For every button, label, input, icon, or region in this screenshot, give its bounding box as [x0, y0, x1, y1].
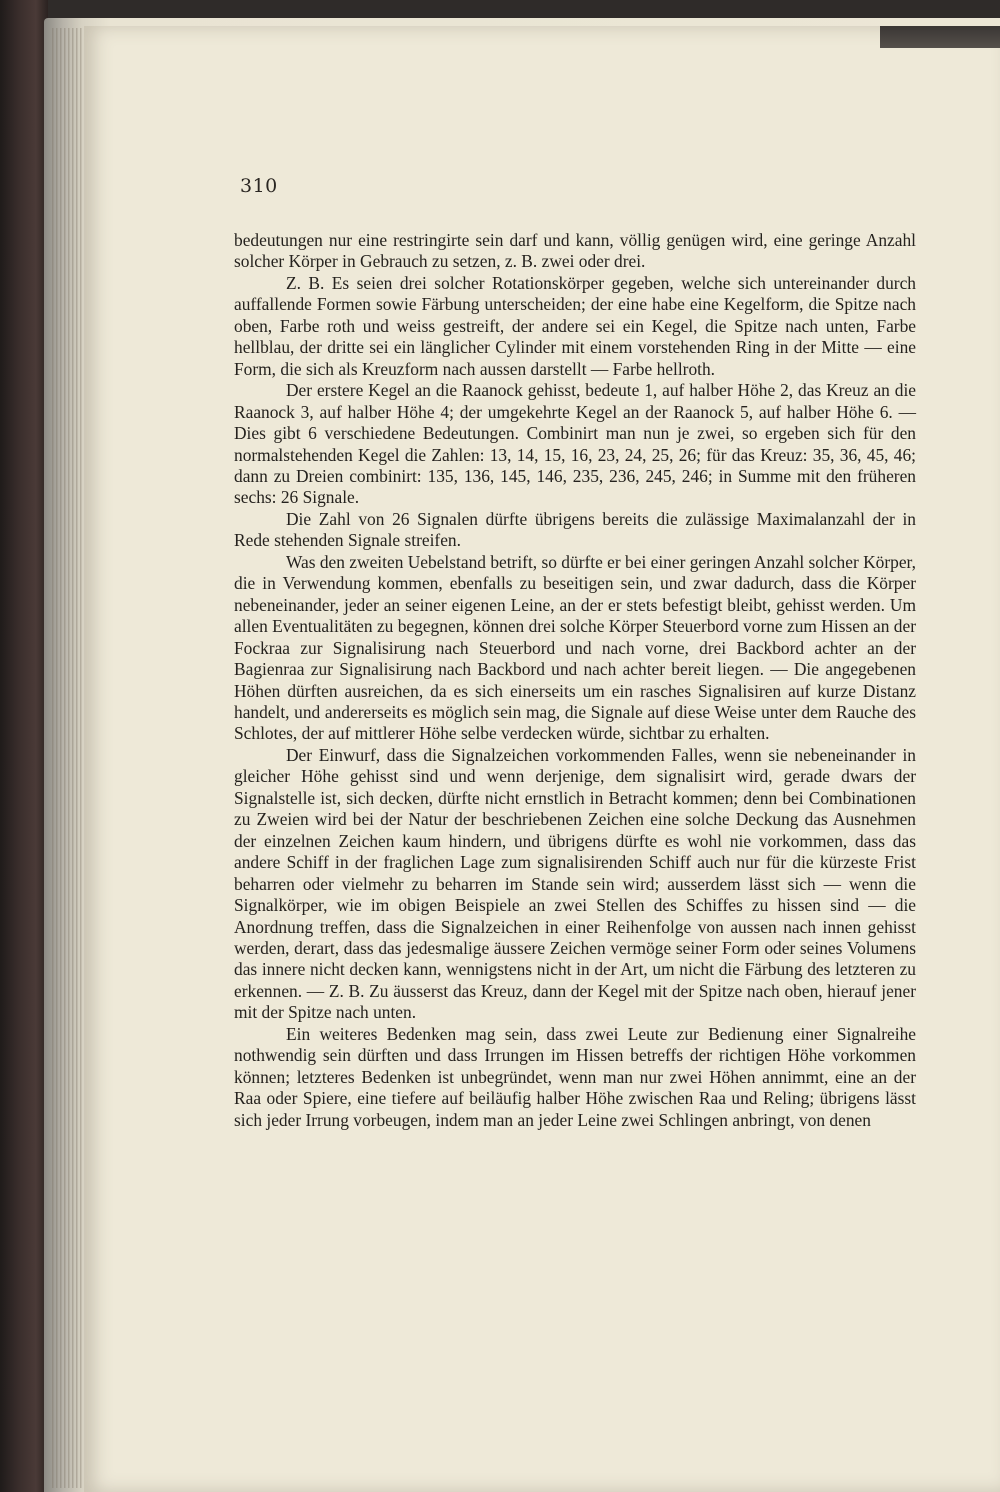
paragraph: Der erstere Kegel an die Raanock gehisst, bedeute 1, auf halber Höhe 2, das Kreuz an die Raanock 3, auf halber Höhe 4; der umgekehrte Kegel an der Raanock 5, auf halber Höhe 6. — Dies gibt 6 verschiedene Bedeutungen. Combinirt man nun je zwei, so ergeben sich für den normalstehenden Kegel die Zahlen: 13, 14, 15, 16, 23, 24, 25, 26; für das Kreuz: 35, 36, 45, 46; dann zu Dreien combinirt: 135, 136, 145, 146, 235, 236, 245, 246; in Summe mit den früheren sechs: 26 Signale. [234, 380, 916, 508]
paragraph: Ein weiteres Bedenken mag sein, dass zwei Leute zur Bedienung einer Signalreihe nothwendig sein dürften und dass Irrungen im Hissen betreffs der richtigen Höhe vorkommen können; letzteres Bedenken ist unbegründet, wenn man nur zwei Höhen annimmt, eine an der Raa oder Spiere, eine tiefere auf beiläufig halber Höhe zwischen Raa und Reling; übrigens lässt sich jeder Irrung vorbeugen, indem man an jeder Leine zwei Schlingen anbringt, von denen [234, 1023, 916, 1130]
paragraph: Was den zweiten Uebelstand betrift, so dürfte er bei einer geringen Anzahl solcher Körper, die in Verwendung kommen, ebenfalls zu beseitigen sein, und zwar dadurch, dass die Körper nebeneinander, jeder an seiner eigenen Leine, an der er stets befestigt bleibt, gehisst werden. Um allen Eventualitäten zu begegnen, können drei solche Körper Steuerbord vorne zum Hissen an der Fockraa zur Signalisirung nach Steuerbord und nach vorne, drei Backbord achter an der Bagienraa zur Signalisirung nach Backbord und nach achter bereit liegen. — Die angegebenen Höhen dürften ausreichen, da es sich einerseits um ein rasches Signalisiren auf kurze Distanz handelt, und andererseits es möglich sein mag, die Signale auf diese Weise unter dem Rauche des Schlotes, der auf mittlerer Höhe selbe verdecken würde, sichtbar zu erhalten. [234, 551, 917, 744]
paragraph: Der Einwurf, dass die Signalzeichen vorkommenden Falles, wenn sie nebeneinander in gleicher Höhe gehisst sind und wenn derjenige, dem signalisirt wird, gerade dwars der Signalstelle ist, sich decken, dürfte nicht ernstlich in Betracht kommen; denn bei Combinationen zu Zweien wird bei der Natur der beschriebenen Zeichen eine solche Deckung das Ausnehmen der einzelnen Zeichen kaum hindern, und übrigens dürfte es wohl nie vorkommen, dass das andere Schiff in der fraglichen Lage zum signalisirenden Schiff auch nur für die kürzeste Frist beharren oder vielmehr zu beharren im Stande sein wird; ausserdem lässt sich — wenn die Signalkörper, wie im obigen Beispiele an zwei Stellen des Schiffes zu hissen sind — die Anordnung treffen, dass die Signalzeichen in einer Reihenfolge von aussen nach innen gehisst werden, derart, dass das jedesmalige äussere Zeichen vermöge seiner Form oder seines Volumens das innere nicht decken kann, wennigstens nicht in der Art, um nicht die Färbung des letzteren zu erkennen. — Z. B. Zu äusserst das Kreuz, dann der Kegel mit der Spitze nach oben, hierauf jener mit der Spitze nach unten. [234, 744, 916, 1023]
paragraph: Die Zahl von 26 Signalen dürfte übrigens bereits die zulässige Maximalanzahl der in Rede stehenden Signale streifen. [234, 508, 916, 551]
paragraph-continuation: bedeutungen nur eine restringirte sein darf und kann, völlig genügen wird, eine geringe Anzahl solcher Körper in Gebrauch zu setzen, z. B. zwei oder drei. [234, 230, 916, 272]
book-spine [0, 0, 48, 1492]
paragraph: Z. B. Es seien drei solcher Rotationskörper gegeben, welche sich untereinander durch auffallende Formen sowie Färbung unterscheiden; der eine habe eine Kegelform, die Spitze nach oben, Farbe roth und weiss gestreift, der andere sei ein Kegel, die Spitze nach unten, Farbe hellblau, der dritte sei ein länglicher Cylinder mit einem vorstehenden Ring in der Mitte — eine Form, die sich als Kreuzform nach aussen darstellt — Farbe hellroth. [234, 272, 916, 379]
page-edges [52, 28, 82, 1488]
corner-shadow [880, 26, 1000, 48]
body-text [234, 230, 916, 1131]
page-number: 310 [240, 175, 278, 197]
